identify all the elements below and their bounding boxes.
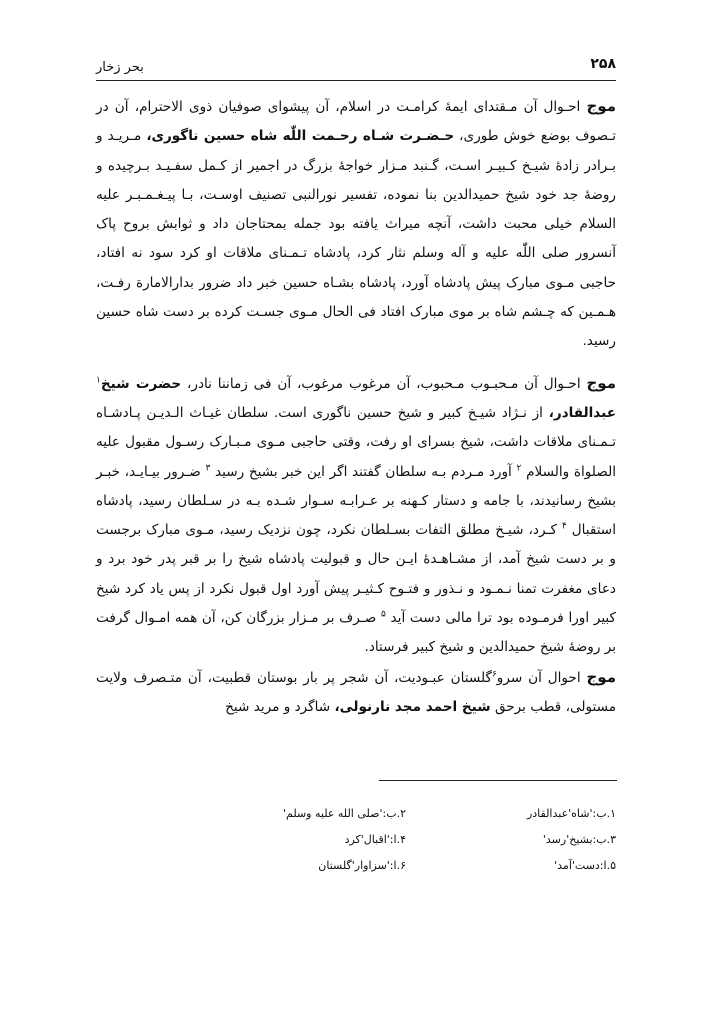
running-header — [96, 56, 616, 78]
footnote-row — [96, 800, 616, 826]
footnote: ۳.ب:بشیخ'رسد' — [542, 832, 616, 846]
person-name: عبدالقادر، — [548, 404, 616, 421]
entry-lead-word: موج — [586, 97, 616, 115]
paragraph-text: مـریـد و بـرادر زادهٔ شیـخ کـبیـر اسـت، گـنبد مـزار خواجهٔ بزرگ در اجمیر از کـمل سفـیـد بـرچیده و روضهٔ جد خود شیخ حمیدالدین بنا نموده، تفسیر نورالنبی تصنیف اوسـت، بـا پیـغـمـبـر علیه السلام خیلی محبت داشت، آنچه میراث یافته بود جمله بمحتاجان داد و ثوابش بروح پاک آنسرور صلی اللّٰه علیه و آله وسلم نثار کرد، پادشاه تـمـنای ملاقات او کرد سود نه افتاد، حاجبی مـوی مبارک پیش پادشاه آورد، پادشاه بشـاه حسین خبر داد ضرور بدارالامارة رفـت، هـمـین که چـشم شاه بر موی مبارک افتاد فی الحال مـوی جسـت کرده بر دست شاه حسین رسید. — [96, 128, 616, 350]
footnote: ۱.ب:'شاه'عبدالقادر — [526, 806, 616, 820]
person-name: حضرت شیخ — [100, 375, 182, 392]
footnote: ۴.ا:'اقبال'کرد — [344, 832, 406, 846]
person-name: حـضـرت شـاه رحـمت اللّٰه شاه حسین ناگوری، — [146, 128, 455, 145]
footnote-marker: ۲ — [516, 463, 522, 474]
header-rule — [96, 80, 616, 81]
footnote: ۵.ا:دست'آمد' — [554, 858, 616, 872]
paragraph-text: گلستان عبـودیت، آن شجر پر بار بوستان قطبیت، آن متـصرف ولایت مستولی، قطب برحق — [96, 669, 616, 715]
footnote-marker: ۶ — [491, 669, 497, 680]
paragraph-text: از نـژاد شیـخ کبیر و شیخ حسین ناگوری است. سلطان غیـاث الـدیـن پـادشـاه تـمـنای ملاقات داشت، شیخ بسرای او رفت، وقتی حاجبی مـوی مـبـارک رسـول مقبول علیه الصلواة والسلام — [96, 404, 617, 480]
page-number: ۲۵۸ — [590, 56, 616, 72]
paragraph-text: کـرد، شیـخ مطلق التفات بسـلطان نکرد، چون نزدیک رسید، مـوی مبارک برجست و بر دست شیخ آمد، از مشـاهـدهٔ ایـن حال و قبولیت پادشاه شیخ را بر قبر پدر خود برد و دعای مغفرت تمنا نـمـود و نـذور و فتـوح کـثیـر پیش آورد اول قبول نکرد از پس یاد کرد شیخ کبیر اورا فرمـوده بود ترا مالی دست آید — [96, 522, 617, 627]
paragraph-1 — [96, 92, 616, 357]
entry-lead-word: موج — [586, 373, 617, 392]
paragraph-text: احـوال آن مـحبـوب مـحبوب، آن مرغوب مرغوب، آن فی زماننا نادر، — [187, 375, 581, 392]
footnote: ۶.ا:'سزاوار'گلستان — [318, 858, 406, 872]
body-text — [96, 92, 616, 722]
paragraph-2 — [96, 369, 616, 663]
paragraph-text: ضـرور بیـایـد، خبـر بشیخ رسانیدند، با جامه و دستار کـهنه بر عـرابـه سـوار شـده بـه در سـلطان رسید، پادشاه استقبال — [96, 463, 616, 539]
running-title: بحر زخار — [96, 60, 144, 75]
footnote-row — [96, 826, 616, 852]
paragraph-text: آن در تـصوف بوضع خوش طوری، — [96, 99, 617, 145]
person-name: شیخ احمد مجد نارنولی، — [334, 698, 491, 715]
paragraph-text: احوال آن سرو — [496, 669, 581, 686]
paragraph-text: احـوال آن مـقتدای ایمهٔ کرامـت در اسلام، آن پیشوای صوفیان ذوی الاحترام، — [134, 99, 581, 115]
footnote: ۲.ب:'صلی الله علیه وسلم' — [282, 806, 406, 820]
footnote-rule — [379, 780, 617, 781]
entry-lead-word: موج — [586, 667, 616, 686]
footnote-marker: ۵ — [381, 609, 386, 620]
paragraph-text: آورد مـردم بـه سلطان گفتند اگر این خبر بشیخ رسید — [215, 463, 512, 480]
footnote-marker: ۳ — [205, 463, 211, 474]
footnote-marker: ۱ — [96, 375, 101, 386]
paragraph-text: صـرف بر مـزار بزرگان کن، آن همه امـوال گرفت بر روضهٔ شیخ حمیدالدین و شیخ کبیر فرستاد. — [96, 610, 616, 656]
paragraph-text: شاگرد و مرید شیخ — [225, 698, 331, 715]
paragraph-3 — [96, 663, 616, 723]
footnote-marker: ۴ — [561, 521, 567, 532]
footnote-row — [96, 852, 616, 878]
footnotes — [96, 800, 616, 878]
